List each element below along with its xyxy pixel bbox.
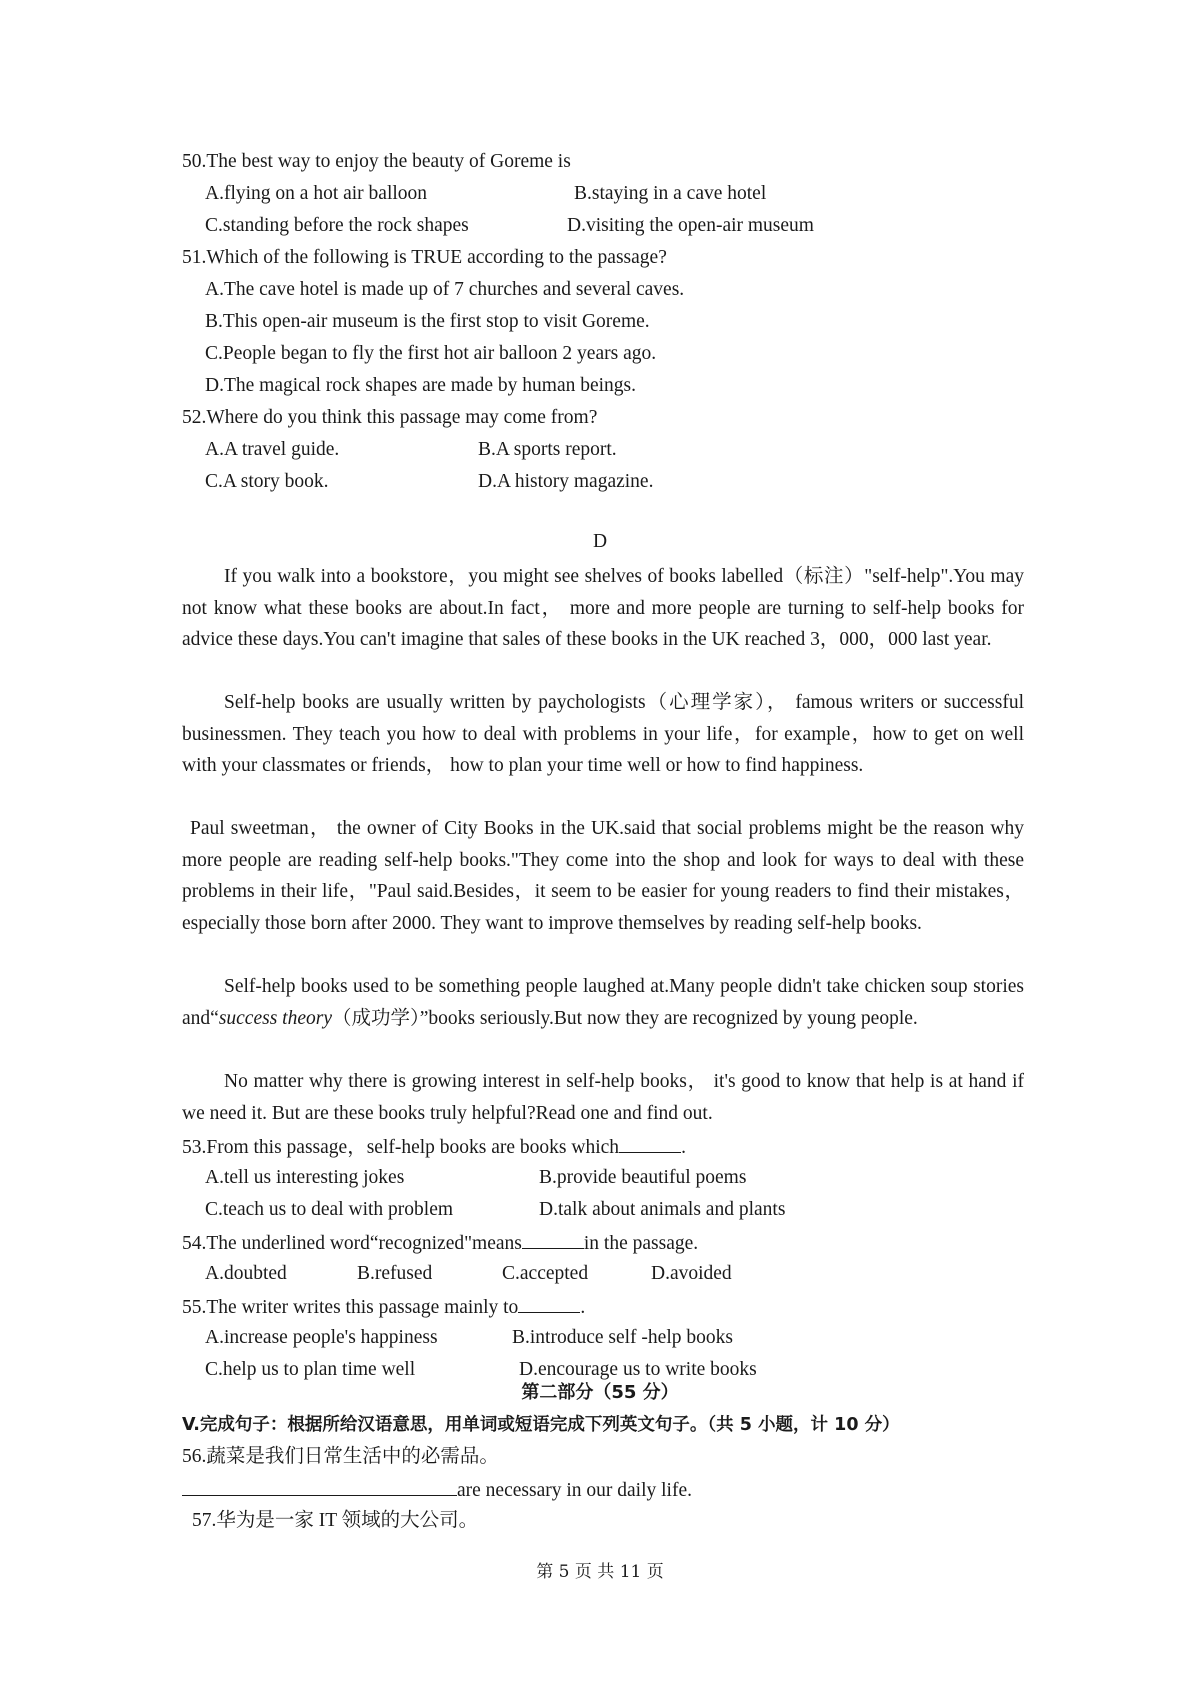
q55-option-b: B.introduce self -help books	[512, 1327, 733, 1348]
q55-option-a: A.increase people's happiness	[205, 1327, 438, 1348]
q55-stem-text: 55.The writer writes this passage mainly to	[182, 1297, 519, 1318]
q54-stem	[182, 1230, 698, 1256]
q50-option-d: D.visiting the open-air museum	[567, 215, 814, 236]
q54-blank	[522, 1230, 584, 1249]
q57-chinese: 57.华为是一家 IT 领域的大公司。	[192, 1510, 479, 1531]
q54-option-a: A.doubted	[205, 1263, 287, 1284]
q55-stem	[182, 1294, 585, 1320]
q51-option-c: C.People began to fly the first hot air balloon 2 years ago.	[205, 343, 657, 364]
passage-d-paragraph-4	[182, 971, 1024, 1034]
q52-option-c: C.A story book.	[205, 471, 329, 492]
q56-blank	[182, 1477, 457, 1496]
q56-english-end: are necessary in our daily life.	[457, 1480, 692, 1501]
passage-d-paragraph-5: No matter why there is growing interest in self-help books， it's good to know that help is at hand if we need it. But are these books truly helpful?Read one and find out.	[182, 1071, 1024, 1124]
q50-option-b: B.staying in a cave hotel	[574, 183, 767, 204]
q52-stem: 52.Where do you think this passage may come from?	[182, 407, 598, 428]
q54-stem-text: 54.The underlined word“recognized"means	[182, 1233, 522, 1254]
passage-d-paragraph-2: Self-help books are usually written by paychologists（心理学家）， famous writers or successful businessmen. They teach you how to deal with problems in your life，for example，how to get on well with your classmates or friends， how to plan your time well or how to find happiness.	[182, 692, 1024, 777]
q51-option-b: B.This open-air museum is the first stop to visit Goreme.	[205, 311, 650, 332]
q51-stem: 51.Which of the following is TRUE according to the passage?	[182, 247, 667, 268]
q55-option-d: D.encourage us to write books	[519, 1359, 757, 1380]
q52-option-b: B.A sports report.	[478, 439, 617, 460]
q55-option-c: C.help us to plan time well	[205, 1359, 416, 1380]
q51-option-d: D.The magical rock shapes are made by human beings.	[205, 375, 637, 396]
q52-option-d: D.A history magazine.	[478, 471, 654, 492]
q50-stem: 50.The best way to enjoy the beauty of Goreme is	[182, 151, 571, 172]
q54-option-b: B.refused	[357, 1263, 433, 1284]
q51-option-a: A.The cave hotel is made up of 7 churches and several caves.	[205, 279, 685, 300]
passage-d-heading: D	[592, 531, 608, 552]
q54-option-c: C.accepted	[502, 1263, 589, 1284]
q53-stem-text: 53.From this passage，self-help books are books which	[182, 1137, 620, 1158]
q55-blank	[518, 1294, 580, 1313]
q53-blank	[619, 1134, 681, 1153]
q53-option-c: C.teach us to deal with problem	[205, 1199, 454, 1220]
q55-stem-end: .	[580, 1297, 586, 1318]
section-v-instructions: V.完成句子：根据所给汉语意思，用单词或短语完成下列英文句子。（共 5 小题，计 10 分）	[182, 1415, 900, 1435]
p4-italic-term: success theory	[218, 1007, 332, 1029]
q56-chinese: 56.蔬菜是我们日常生活中的必需品。	[182, 1446, 499, 1467]
p4-text-end: （成功学）”books seriously.But now they are recognized by young people.	[332, 1007, 918, 1029]
page-footer: 第 5 页 共 11 页	[536, 1562, 664, 1582]
q56-english	[182, 1477, 692, 1503]
q54-stem-end: in the passage.	[583, 1233, 699, 1254]
part-two-title: 第二部分（55 分）	[521, 1382, 679, 1403]
q52-option-a: A.A travel guide.	[205, 439, 340, 460]
q53-option-a: A.tell us interesting jokes	[205, 1167, 405, 1188]
p4-text-start: Self-help books used to be something people laughed at.Many people didn't take chicken soup stories and“	[182, 976, 1024, 1029]
q50-option-a: A.flying on a hot air balloon	[205, 183, 428, 204]
q50-option-c: C.standing before the rock shapes	[205, 215, 469, 236]
q53-option-d: D.talk about animals and plants	[539, 1199, 786, 1220]
q53-stem-end: .	[681, 1137, 686, 1158]
passage-d-paragraph-3: Paul sweetman， the owner of City Books in the UK.said that social problems might be the reason why more people are reading self-help books."They come into the shop and look for ways to deal with these problems in their life，"Paul said.Besides，it seem to be easier for young readers to find their mistakes， especially those born after 2000. They want to improve themselves by reading self-help books.	[182, 818, 1024, 934]
q53-option-b: B.provide beautiful poems	[539, 1167, 747, 1188]
q53-stem	[182, 1134, 686, 1160]
q54-option-d: D.avoided	[651, 1263, 732, 1284]
passage-d-paragraph-1: If you walk into a bookstore，you might see shelves of books labelled（标注）"self-help".You may not know what these books are about.In fact， more and more people are turning to self-help books for advice these days.You can't imagine that sales of these books in the UK reached 3，000，000 last year.	[182, 566, 1024, 651]
